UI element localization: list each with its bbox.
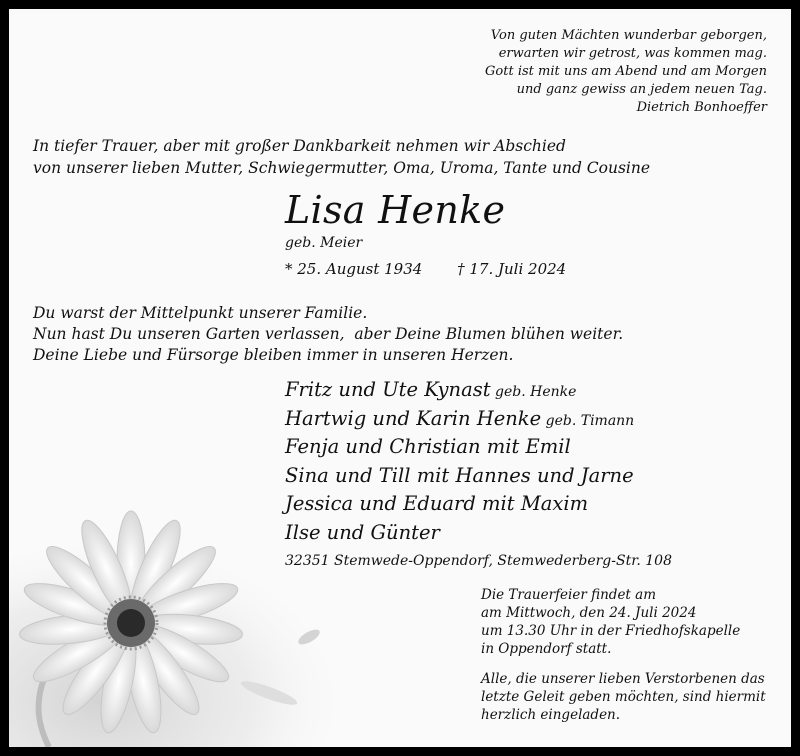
quote-block (437, 27, 767, 117)
obituary-card (9, 9, 791, 747)
family-address: 32351 Stemwede-Oppendorf, Stemwederberg-Str. 108 (285, 553, 672, 569)
service-line: am Mittwoch, den 24. Juli 2024 (481, 605, 697, 621)
life-dates (285, 260, 566, 278)
deceased-name: Lisa Henke (285, 188, 506, 232)
remembrance-text (33, 303, 623, 366)
remembrance-line: Nun hast Du unseren Garten verlassen, aber Deine Blumen blühen weiter. (33, 325, 624, 343)
birth-date: * 25. August 1934 (285, 260, 423, 278)
mourner-name: Hartwig und Karin Henke (285, 406, 542, 430)
remembrance-line: Deine Liebe und Fürsorge bleiben immer in unseren Herzen. (33, 346, 514, 364)
mourner-name: Fritz und Ute Kynast (285, 378, 491, 401)
invitation-line: Alle, die unserer lieben Verstorbenen das (481, 671, 765, 687)
remembrance-line: Du warst der Mittelpunkt unserer Familie. (33, 304, 368, 322)
mourner-name: Jessica und Eduard mit Maxim (285, 492, 589, 515)
quote-author: Dietrich Bonhoeffer (636, 100, 767, 115)
mourner-entry (285, 406, 634, 435)
service-line: in Oppendorf statt. (481, 641, 612, 657)
intro-text (33, 135, 650, 179)
invitation-text (481, 670, 766, 724)
mourners-list (285, 377, 634, 548)
invitation-line: letzte Geleit geben möchten, sind hiermit (481, 689, 766, 705)
mourner-entry (285, 434, 634, 463)
mourner-entry (285, 491, 634, 520)
mourner-entry (285, 463, 634, 492)
mourner-note: geb. Timann (541, 412, 635, 429)
death-date: † 17. Juli 2024 (457, 260, 567, 278)
mourner-entry (285, 520, 634, 549)
service-line: Die Trauerfeier findet am (481, 587, 656, 603)
quote-line: Gott ist mit uns am Abend und am Morgen (485, 64, 767, 79)
mourner-name: Sina und Till mit Hannes und Jarne (285, 463, 634, 487)
quote-line: erwarten wir getrost, was kommen mag. (498, 46, 767, 61)
funeral-service-info (481, 586, 740, 658)
mourner-name: Fenja und Christian mit Emil (285, 435, 571, 458)
service-line: um 13.30 Uhr in der Friedhofskapelle (481, 623, 741, 639)
mourner-name: Ilse und Günter (285, 520, 440, 544)
quote-line: und ganz gewiss an jedem neuen Tag. (516, 82, 767, 97)
intro-line: von unserer lieben Mutter, Schwiegermutter, Oma, Uroma, Tante und Cousine (33, 159, 651, 177)
mourner-note: geb. Henke (490, 384, 577, 400)
intro-line: In tiefer Trauer, aber mit großer Dankbarkeit nehmen wir Abschied (33, 137, 566, 155)
birth-name: geb. Meier (285, 235, 363, 251)
quote-line: Von guten Mächten wunderbar geborgen, (490, 28, 767, 43)
invitation-line: herzlich eingeladen. (481, 707, 621, 723)
mourner-entry (285, 377, 634, 406)
